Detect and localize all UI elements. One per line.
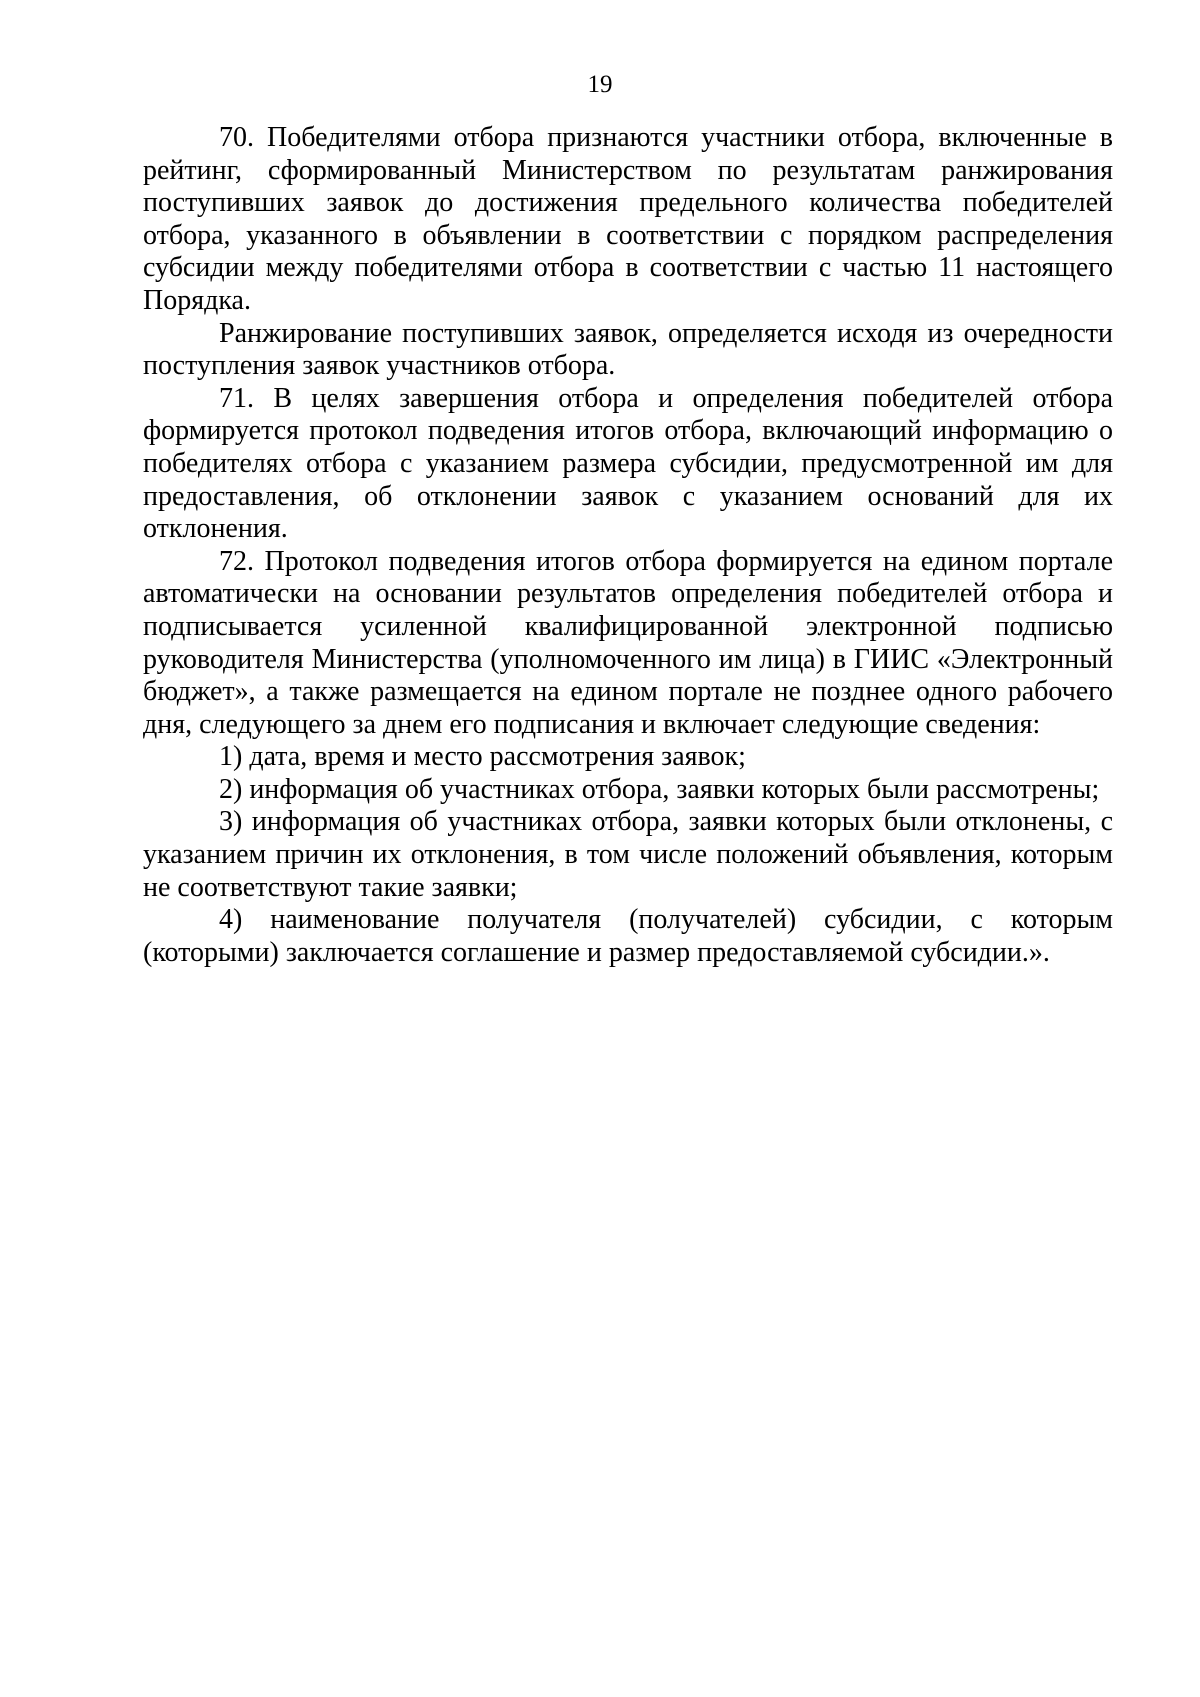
paragraph-71: 71. В целях завершения отбора и определения победителей отбора формируется протокол подведения итогов отбора, включающий информацию о победителях отбора с указанием размера субсидии, предусмотренной им для предоставления, об отклонении заявок с указанием оснований для их отклонения. xyxy=(143,382,1113,545)
list-item-1: 1) дата, время и место рассмотрения заявок; xyxy=(219,741,746,773)
page-number: 19 xyxy=(587,71,613,98)
paragraph-ranking: Ранжирование поступивших заявок, определяется исходя из очередности поступления заявок участников отбора. xyxy=(143,317,1113,382)
list-item-2: 2) информация об участниках отбора, заявки которых были рассмотрены; xyxy=(219,773,1100,805)
paragraph-72: 72. Протокол подведения итогов отбора формируется на едином портале автоматически на основании результатов определения победителей отбора и подписывается усиленной квалифицированной электронной подписью руководителя Министерства (уполномоченного им лица) в ГИИС «Электронный бюджет», а также размещается на едином портале не позднее одного рабочего дня, следующего за днем его подписания и включает следующие сведения: xyxy=(143,545,1113,740)
document-body xyxy=(143,122,1113,969)
list-item-4: 4) наименование получателя (получателей) субсидии, с которым (которыми) заключается соглашение и размер предоставляемой субсидии.». xyxy=(143,904,1113,968)
paragraph-70: 70. Победителями отбора признаются участники отбора, включенные в рейтинг, сформированный Министерством по результатам ранжирования поступивших заявок до достижения предельного количества победителей отбора, указанного в объявлении в соответствии с порядком распределения субсидии между победителями отбора в соответствии с частью 11 настоящего Порядка. xyxy=(143,122,1113,316)
list-item-3: 3) информация об участниках отбора, заявки которых были отклонены, с указанием причин их отклонения, в том числе положений объявления, которым не соответствуют такие заявки; xyxy=(143,806,1113,903)
